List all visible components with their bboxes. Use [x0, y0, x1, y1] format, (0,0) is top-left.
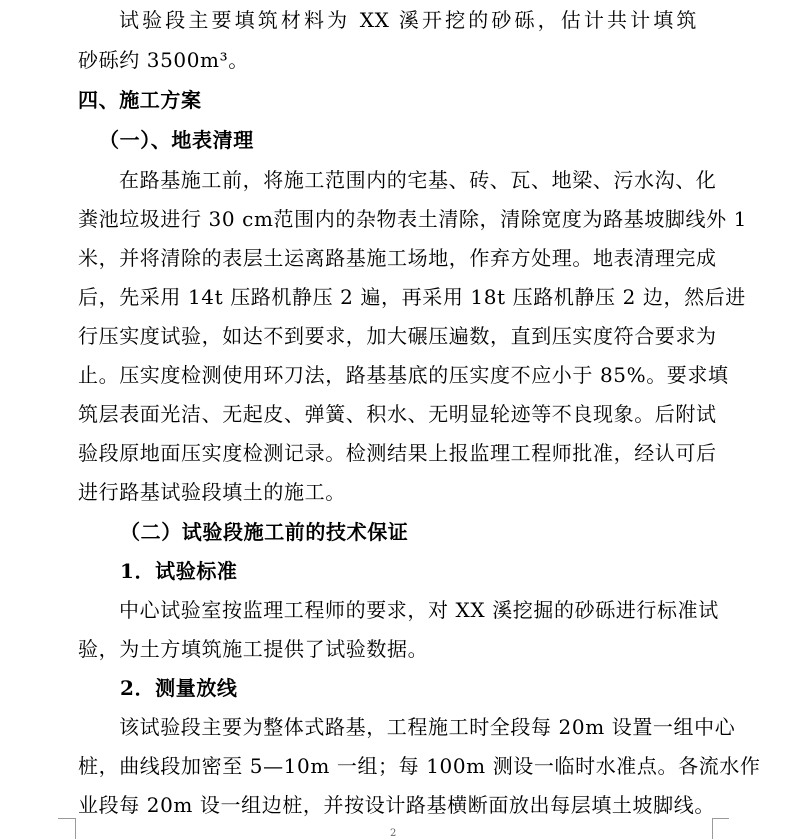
item-heading: 1．试验标准: [120, 559, 238, 583]
paragraph-line: 中心试验室按监理工程师的要求，对 XX 溪挖掘的砂砾进行标准试: [119, 598, 719, 622]
paragraph-line: 后，先采用 14t 压路机静压 2 遍，再采用 18t 压路机静压 2 边，然后进: [78, 285, 746, 309]
paragraph-line: 验段原地面压实度检测记录。检测结果上报监理工程师批准，经认可后: [78, 441, 717, 465]
margin-corner-mark-right-horizontal: [712, 818, 729, 819]
paragraph-line: 验，为土方填筑施工提供了试验数据。: [78, 637, 429, 661]
paragraph-line: 试验段主要填筑材料为 XX 溪开挖的砂砾，估计共计填筑: [119, 8, 697, 32]
subsection-heading: （二）试验段施工前的技术保证: [120, 520, 409, 544]
paragraph-line: 筑层表面光洁、无起皮、弹簧、积水、无明显轮迹等不良现象。后附试: [78, 402, 717, 426]
section-heading: 四、施工方案: [78, 88, 202, 112]
margin-corner-mark-left-horizontal: [58, 818, 75, 819]
item-heading: 2．测量放线: [120, 676, 238, 700]
paragraph-line: 砂砾约 3500m³。: [78, 48, 249, 72]
paragraph-line: 桩，曲线段加密至 5—10m 一组；每 100m 测设一临时水准点。各流水作: [78, 754, 761, 778]
margin-corner-mark-right: [712, 818, 730, 839]
page-number: 2: [390, 828, 397, 839]
subsection-heading: （一）、地表清理: [99, 128, 254, 152]
margin-corner-mark-left: [58, 818, 76, 839]
paragraph-line: 止。压实度检测使用环刀法，路基基底的压实度不应小于 85%。要求填: [78, 363, 729, 387]
paragraph-line: 米，并将清除的表层土运离路基施工场地，作弃方处理。地表清理完成: [78, 246, 717, 270]
paragraph-line: 进行路基试验段填土的施工。: [78, 480, 346, 504]
paragraph-line: 行压实度试验，如达不到要求，加大碾压遍数，直到压实度符合要求为: [78, 324, 717, 348]
paragraph-line: 该试验段主要为整体式路基，工程施工时全段每 20m 设置一组中心: [119, 715, 736, 739]
paragraph-line: 业段每 20m 设一组边桩，并按设计路基横断面放出每层填土坡脚线。: [78, 793, 715, 817]
paragraph-line: 粪池垃圾进行 30 cm范围内的杂物表土清除，清除宽度为路基坡脚线外 1: [78, 207, 748, 231]
paragraph-line: 在路基施工前，将施工范围内的宅基、砖、瓦、地梁、污水沟、化: [119, 168, 717, 192]
